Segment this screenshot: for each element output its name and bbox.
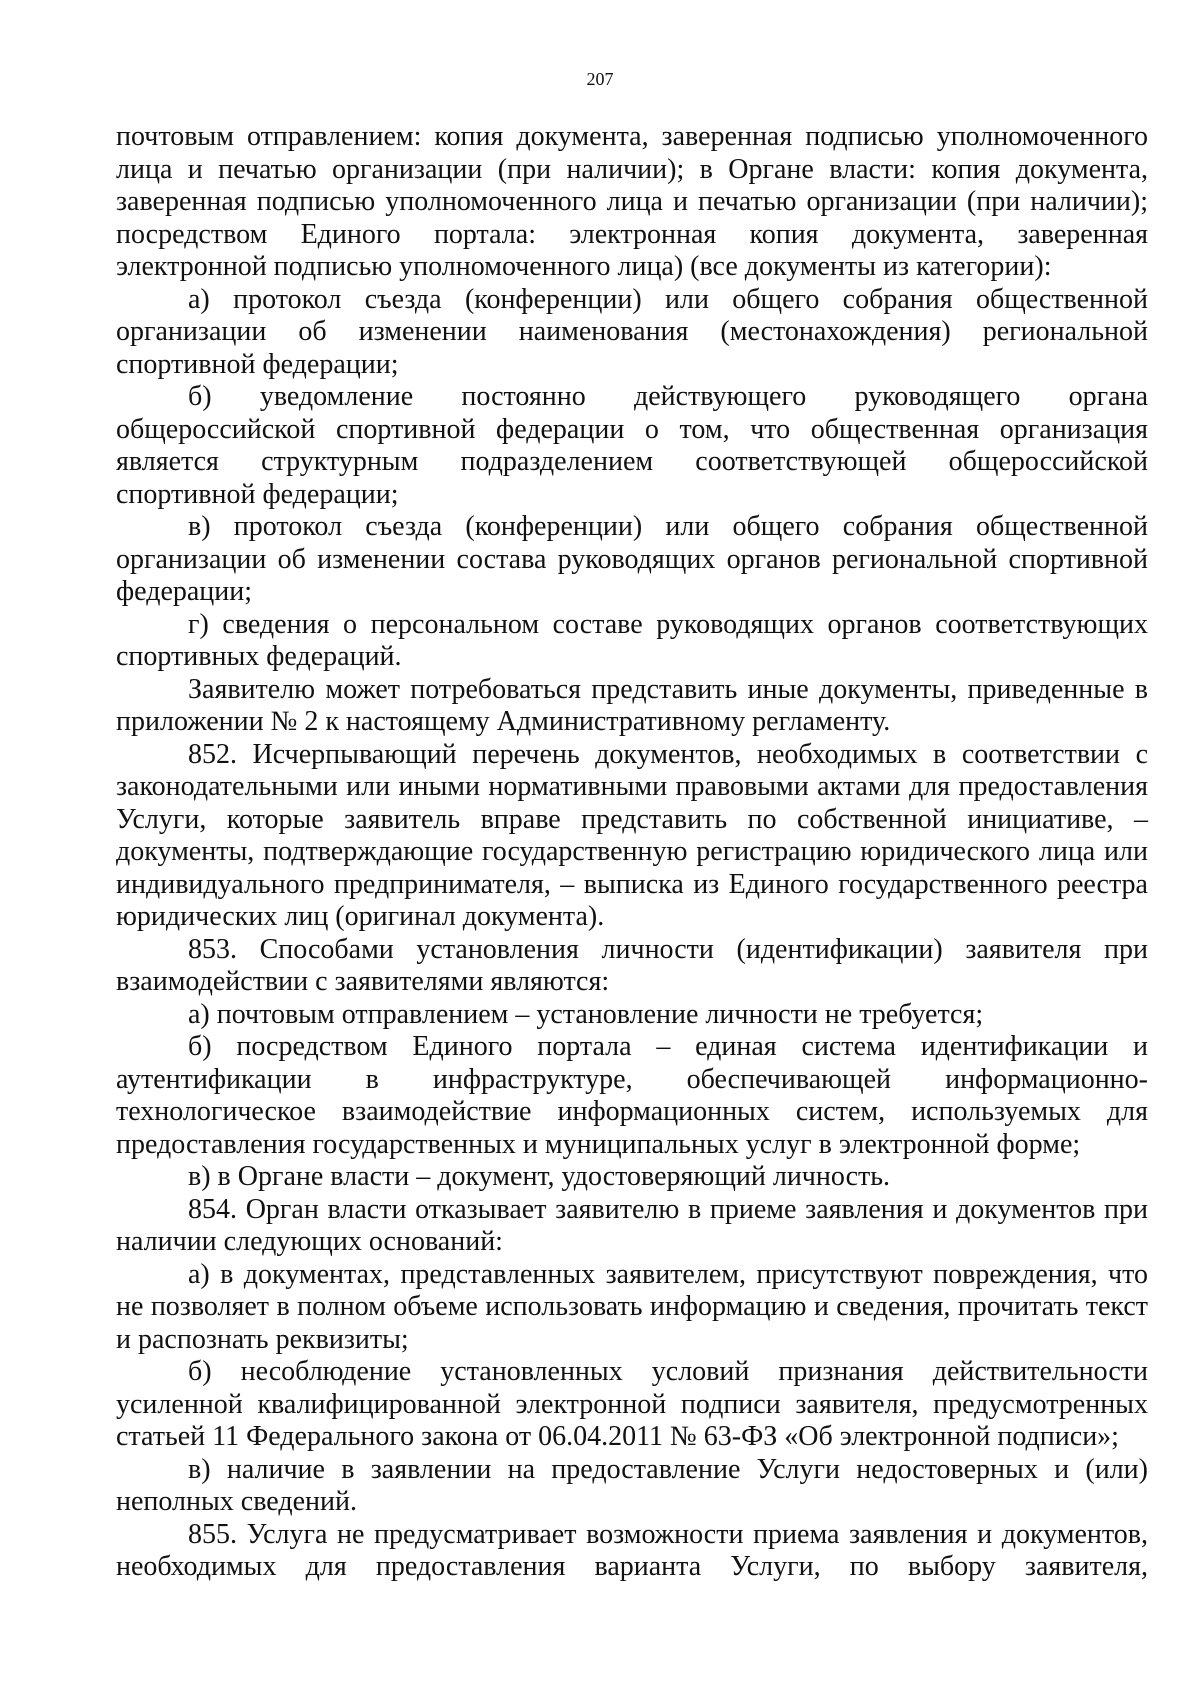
paragraph-854-item-b: б) несоблюдение установленных условий признания действительности усиленной квалифицированной электронной подписи заявителя, предусмотренных статьей 11 Федерального закона от 06.04.2011 № 63-ФЗ «Об электронной подписи»; (116, 1356, 1148, 1452)
paragraph-853-item-b: б) посредством Единого портала – единая система идентификации и аутентификации в инфраструктуре, обеспечивающей информационно-технологическое взаимодействие информационных систем, используемых для предоставления государственных и муниципальных услуг в электронной форме; (116, 1031, 1148, 1160)
paragraph-853: 853. Способами установления личности (идентификации) заявителя при взаимодействии с заявителями являются: (116, 933, 1148, 997)
paragraph-item-a-protocol-name-change: а) протокол съезда (конференции) или общего собрания общественной организации об изменении наименования (местонахождения) региональной спортивной федерации; (116, 283, 1148, 380)
paragraph-item-g-personnel-info: г) сведения о персональном составе руководящих органов соответствующих спортивных федераций. (116, 608, 1148, 672)
page-number: 207 (586, 69, 614, 89)
paragraph-855: 855. Услуга не предусматривает возможности приема заявления и документов, необходимых для предоставления варианта Услуги, по выбору заявителя, (116, 1518, 1148, 1582)
paragraph-853-item-v: в) в Органе власти – документ, удостоверяющий личность. (188, 1161, 890, 1192)
paragraph-other-documents: Заявителю может потребоваться представить иные документы, приведенные в приложении № 2 к настоящему Административному регламенту. (116, 673, 1148, 737)
paragraph-continuation: почтовым отправлением: копия документа, заверенная подписью уполномоченного лица и печатью организации (при наличии); в Органе власти: копия документа, заверенная подписью уполномоченного лица и печатью организации (при наличии); посредством Единого портала: электронная копия документа, заверенная электронной подписью уполномоченного лица) (все документы из категории): (116, 121, 1148, 282)
paragraph-854-item-a: а) в документах, представленных заявителем, присутствуют повреждения, что не позволяет в полном объеме использовать информацию и сведения, прочитать текст и распознать реквизиты; (116, 1258, 1148, 1355)
paragraph-item-b-notification: б) уведомление постоянно действующего руководящего органа общероссийской спортивной федерации о том, что общественная организация является структурным подразделением соответствующей общероссийской спортивной федерации; (116, 381, 1148, 510)
paragraph-852: 852. Исчерпывающий перечень документов, необходимых в соответствии с законодательными или иными нормативными правовыми актами для предоставления Услуги, которые заявитель вправе представить по собственной инициативе, – документы, подтверждающие государственную регистрацию юридического лица или индивидуального предпринимателя, – выписка из Единого государственного реестра юридических лиц (оригинал документа). (116, 738, 1148, 932)
paragraph-853-item-a: а) почтовым отправлением – установление личности не требуется; (188, 998, 984, 1030)
paragraph-854: 854. Орган власти отказывает заявителю в приеме заявления и документов при наличии следующих оснований: (116, 1193, 1148, 1257)
paragraph-854-item-v: в) наличие в заявлении на предоставление Услуги недостоверных и (или) неполных сведений. (116, 1453, 1148, 1517)
paragraph-item-v-protocol-governing-bodies: в) протокол съезда (конференции) или общего собрания общественной организации об изменении состава руководящих органов региональной спортивной федерации; (116, 511, 1148, 607)
document-body (116, 121, 1148, 1584)
